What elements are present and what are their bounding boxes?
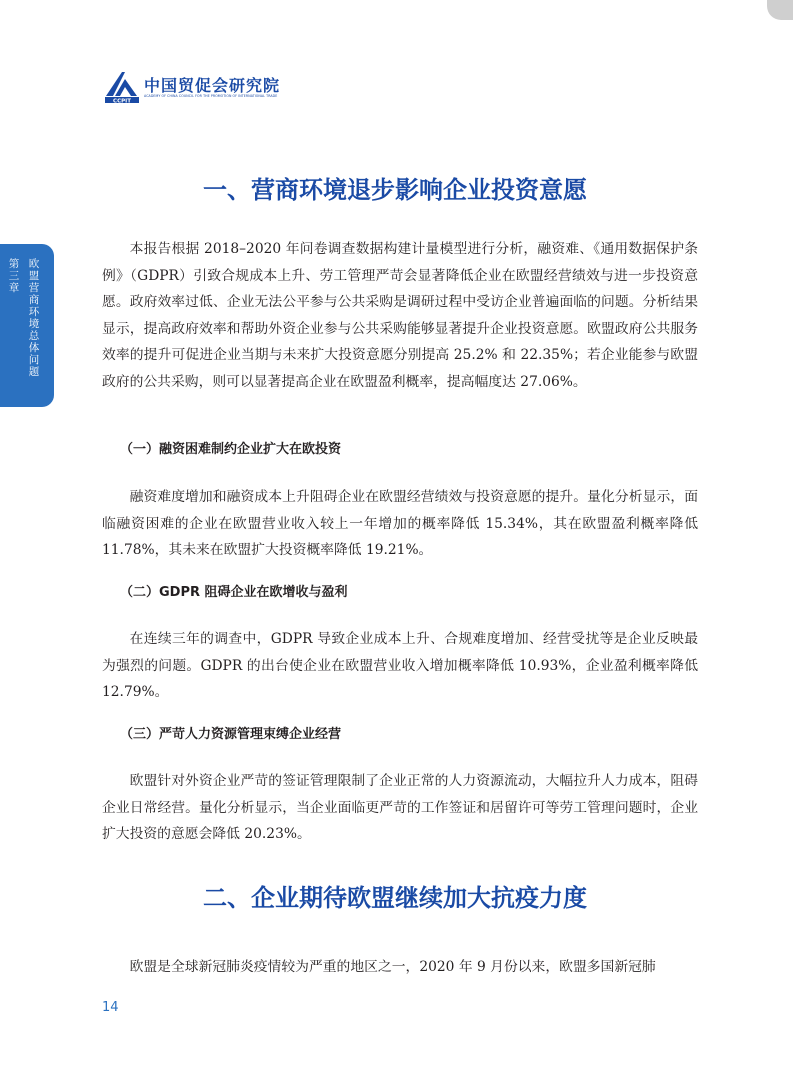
section-2-intro-paragraph: 欧盟是全球新冠肺炎疫情较为严重的地区之一，2020 年 9 月份以来，欧盟多国新冠肺 (129, 959, 656, 975)
page-number: 14 (102, 1000, 119, 1015)
subsection-3-title: （三）严苛人力资源管理束缚企业经营 (120, 727, 342, 742)
page-corner-tab (767, 0, 793, 20)
logo-subtitle: ACADEMY OF CHINA COUNCIL FOR THE PROMOTION OF INTERNATIONAL TRADE (144, 94, 278, 98)
chapter-title: 欧盟营商环境总体问题 (28, 258, 40, 378)
chapter-number: 第三章 (8, 258, 20, 294)
section-1-intro-paragraph: 本报告根据 2018–2020 年问卷调查数据构建计量模型进行分析，融资难、《通用数据保护条例》（GDPR）引致合规成本上升、劳工管理严苛会显著降低企业在欧盟经营绩效与进一步投资意愿。政府效率过低、企业无法公平参与公共采购是调研过程中受访企业普遍面临的问题。分析结果显示，提高政府效率和帮助外资企业参与公共采购能够显著提升企业投资意愿。欧盟政府公共服务效率的提升可促进企业当期与未来扩大投资意愿分别提高 25.2% 和 22.35%；若企业能参与欧盟政府的公共采购，则可以显著提高企业在欧盟盈利概率，提高幅度达 27.06%。 (102, 241, 698, 390)
subsection-3-paragraph: 欧盟针对外资企业严苛的签证管理限制了企业正常的人力资源流动，大幅拉升人力成本，阻碍企业日常经营。量化分析显示，当企业面临更严苛的工作签证和居留许可等劳工管理问题时，企业扩大投资的意愿会降低 20.23%。 (102, 773, 698, 842)
subsection-1-title: （一）融资困难制约企业扩大在欧投资 (120, 442, 342, 457)
section-1-title: 一、营商环境退步影响企业投资意愿 (203, 175, 587, 204)
ccpit-logo-icon (104, 70, 142, 104)
subsection-2-title: （二）GDPR 阻碍企业在欧增收与盈利 (120, 585, 348, 600)
chapter-side-tab (0, 244, 54, 407)
logo-title: 中国贸促会研究院 (144, 76, 281, 95)
section-2-title: 二、企业期待欧盟继续加大抗疫力度 (203, 883, 587, 912)
subsection-1-paragraph: 融资难度增加和融资成本上升阻碍企业在欧盟经营绩效与投资意愿的提升。量化分析显示，面临融资困难的企业在欧盟营业收入较上一年增加的概率降低 15.34%，其在欧盟盈利概率降低 11.78%，其未来在欧盟扩大投资概率降低 19.21%。 (102, 489, 698, 558)
subsection-2-paragraph: 在连续三年的调查中，GDPR 导致企业成本上升、合规难度增加、经营受扰等是企业反映最为强烈的问题。GDPR 的出台使企业在欧盟营业收入增加概率降低 10.93%，企业盈利概率降低 12.79%。 (102, 631, 698, 700)
logo-acronym: CCPIT (113, 98, 131, 104)
